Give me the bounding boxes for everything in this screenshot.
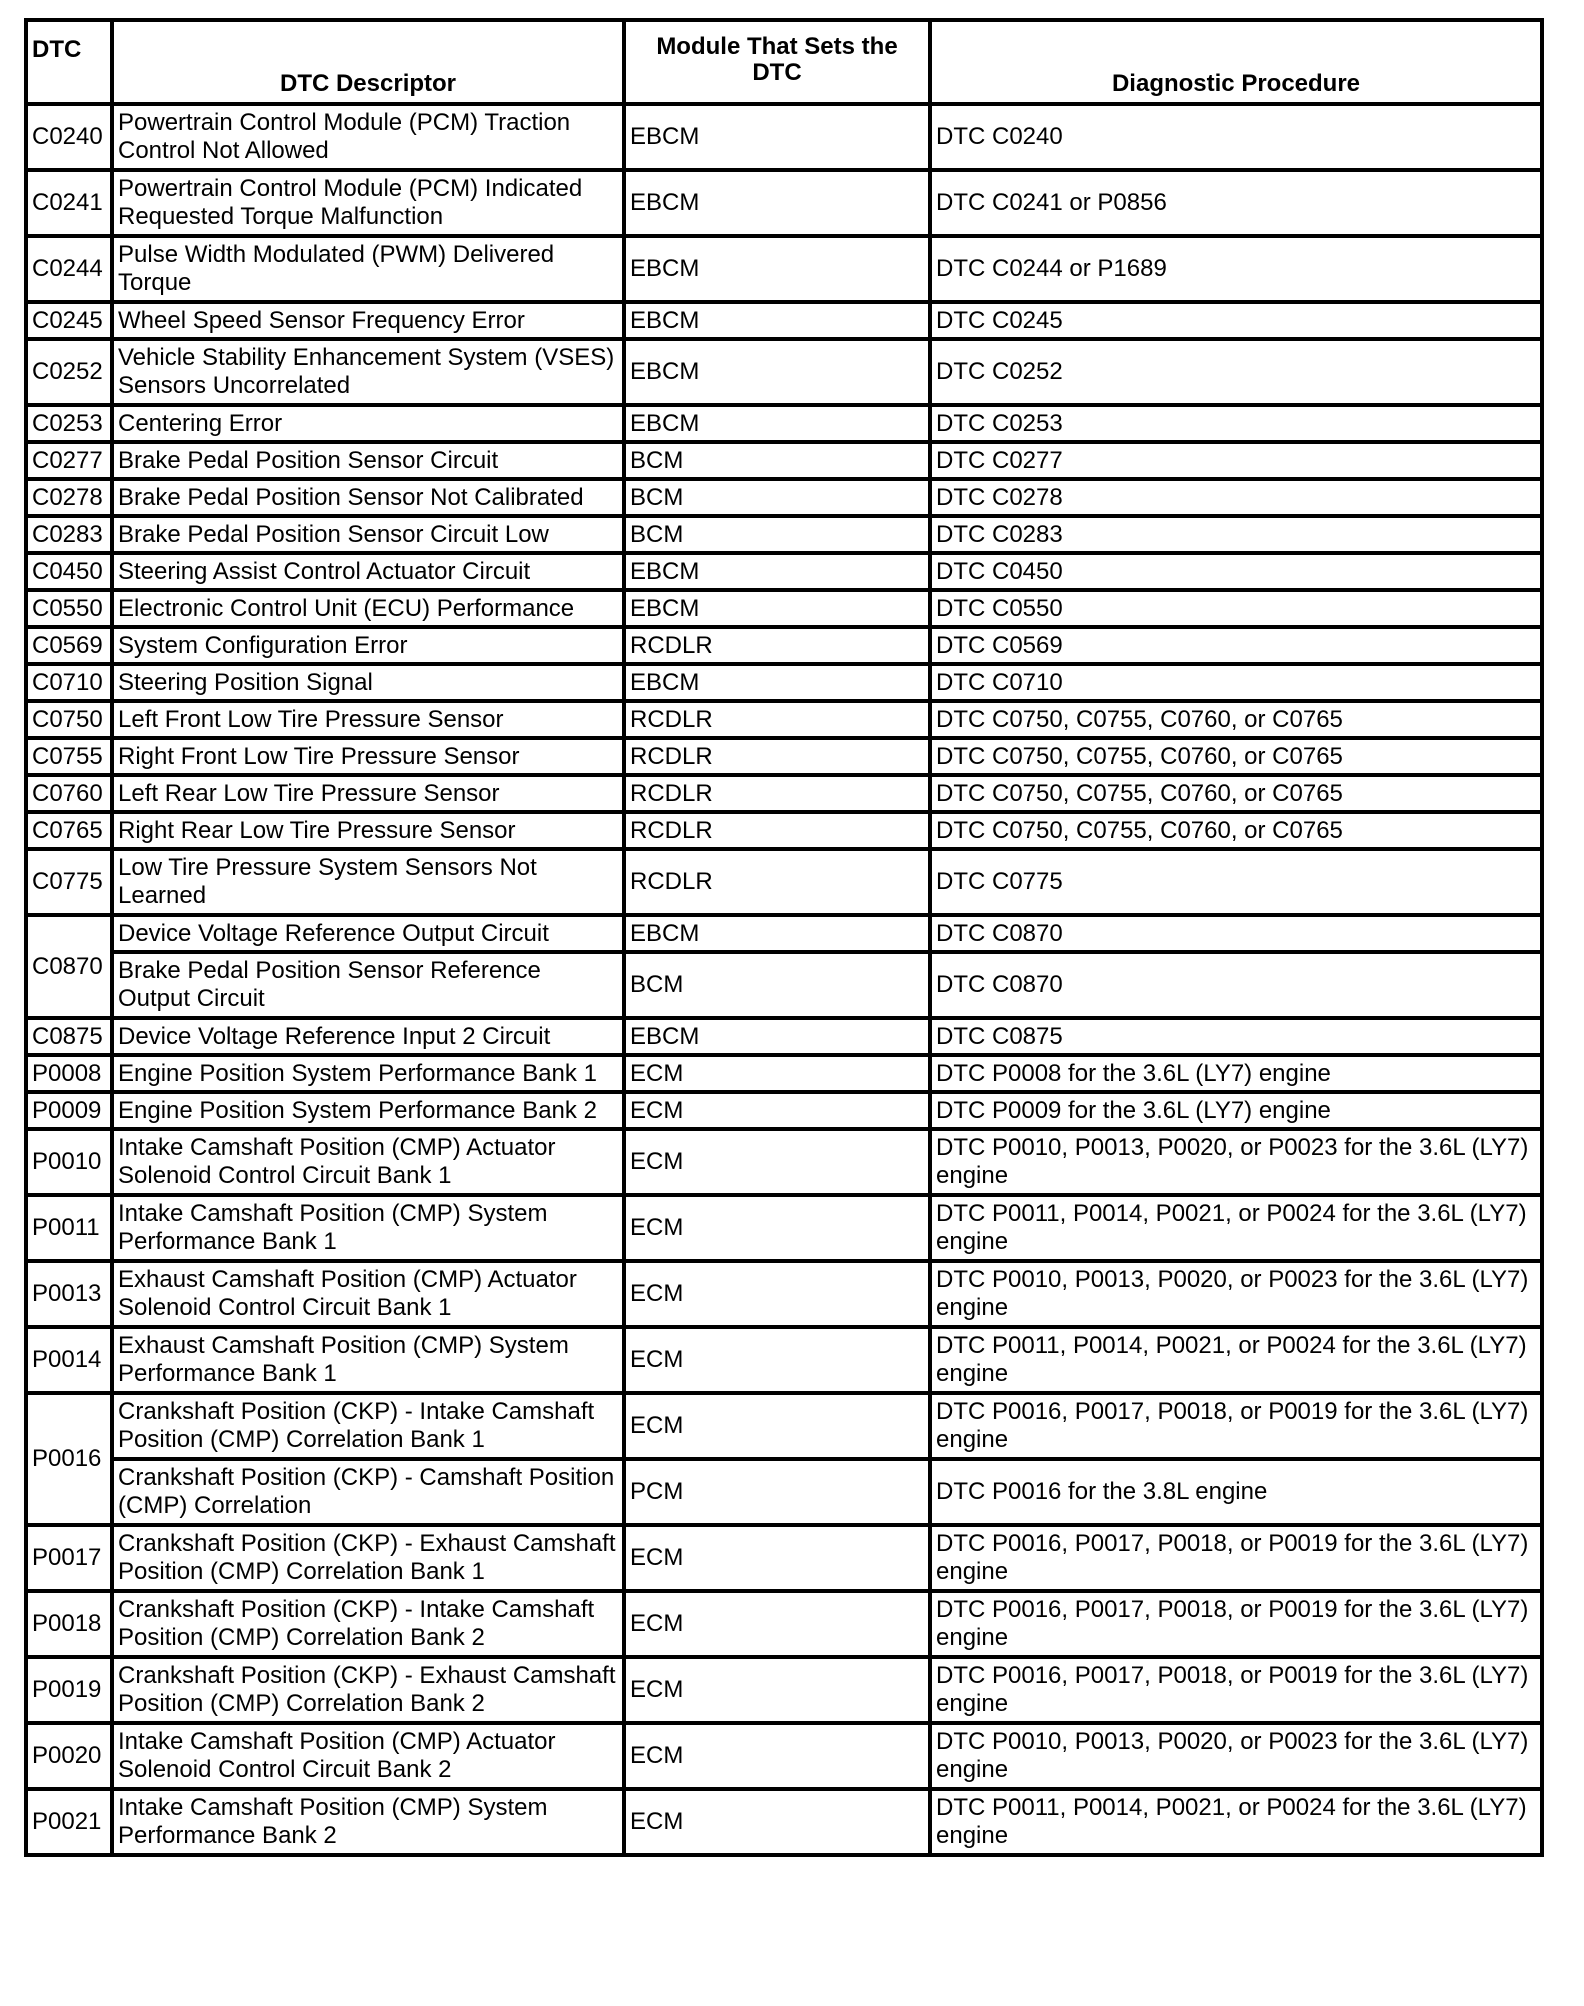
dtc-code: C0252 bbox=[26, 339, 112, 405]
dtc-code: C0450 bbox=[26, 553, 112, 590]
diagnostic-procedure: DTC C0245 bbox=[930, 302, 1542, 339]
table-row bbox=[26, 516, 1542, 553]
module: EBCM bbox=[624, 664, 930, 701]
header-module: Module That Sets the DTC bbox=[624, 20, 930, 104]
diagnostic-procedure: DTC C0278 bbox=[930, 479, 1542, 516]
dtc-descriptor: Engine Position System Performance Bank 2 bbox=[112, 1092, 624, 1129]
table-row bbox=[26, 915, 1542, 952]
diagnostic-procedure: DTC C0252 bbox=[930, 339, 1542, 405]
dtc-code: C0710 bbox=[26, 664, 112, 701]
module: EBCM bbox=[624, 915, 930, 952]
dtc-code: P0014 bbox=[26, 1327, 112, 1393]
module: BCM bbox=[624, 516, 930, 553]
module: ECM bbox=[624, 1789, 930, 1855]
diagnostic-procedure: DTC P0010, P0013, P0020, or P0023 for the 3.6L (LY7) engine bbox=[930, 1261, 1542, 1327]
dtc-descriptor: Left Front Low Tire Pressure Sensor bbox=[112, 701, 624, 738]
dtc-descriptor: Brake Pedal Position Sensor Circuit bbox=[112, 442, 624, 479]
diagnostic-procedure: DTC C0775 bbox=[930, 849, 1542, 915]
table-row bbox=[26, 775, 1542, 812]
table-row bbox=[26, 1723, 1542, 1789]
module: EBCM bbox=[624, 405, 930, 442]
module: ECM bbox=[624, 1657, 930, 1723]
dtc-code: P0008 bbox=[26, 1055, 112, 1092]
table-row bbox=[26, 339, 1542, 405]
dtc-code: P0019 bbox=[26, 1657, 112, 1723]
module: RCDLR bbox=[624, 701, 930, 738]
diagnostic-procedure: DTC P0010, P0013, P0020, or P0023 for the 3.6L (LY7) engine bbox=[930, 1723, 1542, 1789]
table-row bbox=[26, 302, 1542, 339]
dtc-descriptor: Crankshaft Position (CKP) - Intake Camshaft Position (CMP) Correlation Bank 2 bbox=[112, 1591, 624, 1657]
dtc-code: C0760 bbox=[26, 775, 112, 812]
dtc-code: P0013 bbox=[26, 1261, 112, 1327]
dtc-code: C0244 bbox=[26, 236, 112, 302]
module: EBCM bbox=[624, 302, 930, 339]
dtc-code: C0765 bbox=[26, 812, 112, 849]
module: EBCM bbox=[624, 170, 930, 236]
header-dtc-descriptor: DTC Descriptor bbox=[112, 20, 624, 104]
module: RCDLR bbox=[624, 812, 930, 849]
dtc-code: C0750 bbox=[26, 701, 112, 738]
diagnostic-procedure: DTC C0277 bbox=[930, 442, 1542, 479]
diagnostic-procedure: DTC P0011, P0014, P0021, or P0024 for the 3.6L (LY7) engine bbox=[930, 1789, 1542, 1855]
diagnostic-procedure: DTC C0870 bbox=[930, 952, 1542, 1018]
table-row bbox=[26, 1092, 1542, 1129]
dtc-descriptor: Crankshaft Position (CKP) - Exhaust Camshaft Position (CMP) Correlation Bank 1 bbox=[112, 1525, 624, 1591]
module: ECM bbox=[624, 1092, 930, 1129]
dtc-code: C0875 bbox=[26, 1018, 112, 1055]
module: BCM bbox=[624, 442, 930, 479]
dtc-descriptor: Intake Camshaft Position (CMP) Actuator Solenoid Control Circuit Bank 1 bbox=[112, 1129, 624, 1195]
table-row bbox=[26, 849, 1542, 915]
table-row bbox=[26, 405, 1542, 442]
dtc-descriptor: Brake Pedal Position Sensor Circuit Low bbox=[112, 516, 624, 553]
dtc-descriptor: Right Rear Low Tire Pressure Sensor bbox=[112, 812, 624, 849]
module: EBCM bbox=[624, 236, 930, 302]
table-row bbox=[26, 104, 1542, 170]
diagnostic-procedure: DTC C0283 bbox=[930, 516, 1542, 553]
dtc-descriptor: Engine Position System Performance Bank 1 bbox=[112, 1055, 624, 1092]
table-row bbox=[26, 1657, 1542, 1723]
module: ECM bbox=[624, 1261, 930, 1327]
diagnostic-procedure: DTC P0016, P0017, P0018, or P0019 for the 3.6L (LY7) engine bbox=[930, 1657, 1542, 1723]
module: ECM bbox=[624, 1327, 930, 1393]
dtc-descriptor: Crankshaft Position (CKP) - Camshaft Position (CMP) Correlation bbox=[112, 1459, 624, 1525]
dtc-table bbox=[24, 18, 1544, 1857]
table-row bbox=[26, 812, 1542, 849]
module: RCDLR bbox=[624, 849, 930, 915]
module: EBCM bbox=[624, 339, 930, 405]
diagnostic-procedure: DTC C0750, C0755, C0760, or C0765 bbox=[930, 738, 1542, 775]
module: RCDLR bbox=[624, 627, 930, 664]
table-row bbox=[26, 1525, 1542, 1591]
module: ECM bbox=[624, 1129, 930, 1195]
table-header-row bbox=[26, 20, 1542, 104]
dtc-code: C0283 bbox=[26, 516, 112, 553]
dtc-code: C0241 bbox=[26, 170, 112, 236]
diagnostic-procedure: DTC P0016, P0017, P0018, or P0019 for the 3.6L (LY7) engine bbox=[930, 1591, 1542, 1657]
dtc-descriptor: Exhaust Camshaft Position (CMP) Actuator Solenoid Control Circuit Bank 1 bbox=[112, 1261, 624, 1327]
table-row bbox=[26, 1055, 1542, 1092]
diagnostic-procedure: DTC C0450 bbox=[930, 553, 1542, 590]
table-row bbox=[26, 664, 1542, 701]
table-row bbox=[26, 1459, 1542, 1525]
dtc-descriptor: Brake Pedal Position Sensor Reference Output Circuit bbox=[112, 952, 624, 1018]
table-row bbox=[26, 1591, 1542, 1657]
diagnostic-procedure: DTC P0011, P0014, P0021, or P0024 for the 3.6L (LY7) engine bbox=[930, 1327, 1542, 1393]
diagnostic-procedure: DTC C0244 or P1689 bbox=[930, 236, 1542, 302]
table-row bbox=[26, 1789, 1542, 1855]
header-dtc: DTC bbox=[26, 20, 112, 104]
dtc-code: P0010 bbox=[26, 1129, 112, 1195]
table-row bbox=[26, 442, 1542, 479]
module: ECM bbox=[624, 1525, 930, 1591]
dtc-code: C0775 bbox=[26, 849, 112, 915]
diagnostic-procedure: DTC P0008 for the 3.6L (LY7) engine bbox=[930, 1055, 1542, 1092]
dtc-code: C0277 bbox=[26, 442, 112, 479]
diagnostic-procedure: DTC C0241 or P0856 bbox=[930, 170, 1542, 236]
dtc-code: P0021 bbox=[26, 1789, 112, 1855]
diagnostic-procedure: DTC P0011, P0014, P0021, or P0024 for the 3.6L (LY7) engine bbox=[930, 1195, 1542, 1261]
module: RCDLR bbox=[624, 738, 930, 775]
diagnostic-procedure: DTC P0016 for the 3.8L engine bbox=[930, 1459, 1542, 1525]
table-row bbox=[26, 1393, 1542, 1459]
dtc-code: C0245 bbox=[26, 302, 112, 339]
dtc-code: C0240 bbox=[26, 104, 112, 170]
diagnostic-procedure: DTC C0253 bbox=[930, 405, 1542, 442]
module: BCM bbox=[624, 952, 930, 1018]
diagnostic-procedure: DTC C0750, C0755, C0760, or C0765 bbox=[930, 812, 1542, 849]
dtc-code: P0017 bbox=[26, 1525, 112, 1591]
dtc-descriptor: Electronic Control Unit (ECU) Performance bbox=[112, 590, 624, 627]
dtc-descriptor: Crankshaft Position (CKP) - Intake Camshaft Position (CMP) Correlation Bank 1 bbox=[112, 1393, 624, 1459]
table-row bbox=[26, 738, 1542, 775]
module: PCM bbox=[624, 1459, 930, 1525]
dtc-descriptor: Steering Assist Control Actuator Circuit bbox=[112, 553, 624, 590]
table-row bbox=[26, 952, 1542, 1018]
dtc-code: C0253 bbox=[26, 405, 112, 442]
dtc-descriptor: Right Front Low Tire Pressure Sensor bbox=[112, 738, 624, 775]
table-row bbox=[26, 1327, 1542, 1393]
module: ECM bbox=[624, 1393, 930, 1459]
diagnostic-procedure: DTC P0009 for the 3.6L (LY7) engine bbox=[930, 1092, 1542, 1129]
diagnostic-procedure: DTC P0010, P0013, P0020, or P0023 for the 3.6L (LY7) engine bbox=[930, 1129, 1542, 1195]
diagnostic-procedure: DTC C0569 bbox=[930, 627, 1542, 664]
dtc-descriptor: Powertrain Control Module (PCM) Indicated Requested Torque Malfunction bbox=[112, 170, 624, 236]
diagnostic-procedure: DTC C0750, C0755, C0760, or C0765 bbox=[930, 701, 1542, 738]
dtc-descriptor: System Configuration Error bbox=[112, 627, 624, 664]
diagnostic-procedure: DTC P0016, P0017, P0018, or P0019 for the 3.6L (LY7) engine bbox=[930, 1525, 1542, 1591]
table-row bbox=[26, 627, 1542, 664]
module: ECM bbox=[624, 1055, 930, 1092]
dtc-code: P0018 bbox=[26, 1591, 112, 1657]
diagnostic-procedure: DTC C0550 bbox=[930, 590, 1542, 627]
module: ECM bbox=[624, 1591, 930, 1657]
diagnostic-procedure: DTC C0875 bbox=[930, 1018, 1542, 1055]
dtc-descriptor: Pulse Width Modulated (PWM) Delivered Torque bbox=[112, 236, 624, 302]
dtc-descriptor: Intake Camshaft Position (CMP) System Performance Bank 2 bbox=[112, 1789, 624, 1855]
table-row bbox=[26, 1129, 1542, 1195]
dtc-descriptor: Crankshaft Position (CKP) - Exhaust Camshaft Position (CMP) Correlation Bank 2 bbox=[112, 1657, 624, 1723]
dtc-code: C0278 bbox=[26, 479, 112, 516]
diagnostic-procedure: DTC P0016, P0017, P0018, or P0019 for the 3.6L (LY7) engine bbox=[930, 1393, 1542, 1459]
dtc-code: C0755 bbox=[26, 738, 112, 775]
dtc-descriptor: Low Tire Pressure System Sensors Not Learned bbox=[112, 849, 624, 915]
diagnostic-procedure: DTC C0750, C0755, C0760, or C0765 bbox=[930, 775, 1542, 812]
module: EBCM bbox=[624, 553, 930, 590]
header-diagnostic-procedure: Diagnostic Procedure bbox=[930, 20, 1542, 104]
module: BCM bbox=[624, 479, 930, 516]
diagnostic-procedure: DTC C0870 bbox=[930, 915, 1542, 952]
module: EBCM bbox=[624, 104, 930, 170]
table-row bbox=[26, 170, 1542, 236]
diagnostic-procedure: DTC C0710 bbox=[930, 664, 1542, 701]
dtc-code: P0011 bbox=[26, 1195, 112, 1261]
module: EBCM bbox=[624, 590, 930, 627]
dtc-code: P0016 bbox=[26, 1393, 112, 1525]
dtc-descriptor: Intake Camshaft Position (CMP) Actuator Solenoid Control Circuit Bank 2 bbox=[112, 1723, 624, 1789]
dtc-descriptor: Powertrain Control Module (PCM) Traction Control Not Allowed bbox=[112, 104, 624, 170]
dtc-descriptor: Device Voltage Reference Input 2 Circuit bbox=[112, 1018, 624, 1055]
dtc-descriptor: Wheel Speed Sensor Frequency Error bbox=[112, 302, 624, 339]
table-row bbox=[26, 590, 1542, 627]
diagnostic-procedure: DTC C0240 bbox=[930, 104, 1542, 170]
module: ECM bbox=[624, 1195, 930, 1261]
dtc-code: P0009 bbox=[26, 1092, 112, 1129]
dtc-code: C0569 bbox=[26, 627, 112, 664]
dtc-descriptor: Steering Position Signal bbox=[112, 664, 624, 701]
dtc-code: C0870 bbox=[26, 915, 112, 1018]
dtc-descriptor: Device Voltage Reference Output Circuit bbox=[112, 915, 624, 952]
dtc-descriptor: Intake Camshaft Position (CMP) System Performance Bank 1 bbox=[112, 1195, 624, 1261]
table-row bbox=[26, 1018, 1542, 1055]
table-row bbox=[26, 479, 1542, 516]
dtc-descriptor: Left Rear Low Tire Pressure Sensor bbox=[112, 775, 624, 812]
table-row bbox=[26, 701, 1542, 738]
module: EBCM bbox=[624, 1018, 930, 1055]
table-row bbox=[26, 553, 1542, 590]
module: ECM bbox=[624, 1723, 930, 1789]
dtc-code: P0020 bbox=[26, 1723, 112, 1789]
table-row bbox=[26, 1261, 1542, 1327]
dtc-descriptor: Brake Pedal Position Sensor Not Calibrated bbox=[112, 479, 624, 516]
dtc-descriptor: Centering Error bbox=[112, 405, 624, 442]
dtc-code: C0550 bbox=[26, 590, 112, 627]
table-row bbox=[26, 236, 1542, 302]
module: RCDLR bbox=[624, 775, 930, 812]
dtc-descriptor: Vehicle Stability Enhancement System (VSES) Sensors Uncorrelated bbox=[112, 339, 624, 405]
table-row bbox=[26, 1195, 1542, 1261]
dtc-descriptor: Exhaust Camshaft Position (CMP) System Performance Bank 1 bbox=[112, 1327, 624, 1393]
